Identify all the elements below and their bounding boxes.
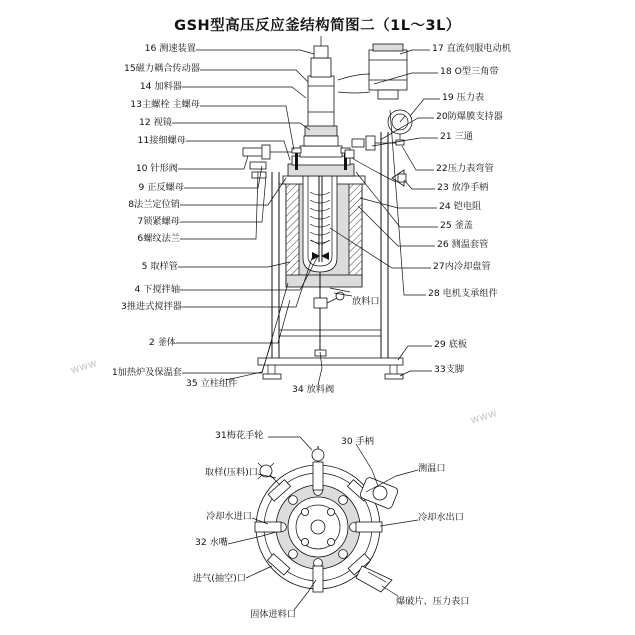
label-21: 21 三通 [440,131,473,142]
label-22: 22压力表弯管 [436,163,494,174]
label-28: 28 电机支承组件 [428,288,498,299]
label-14: 14 加料器 [139,81,182,92]
label-3: 3推进式搅拌器 [121,301,182,312]
label-24: 24 铠电阻 [439,201,482,212]
label-11: 11接细螺母 [137,135,186,146]
label-18: 18 O型三角带 [440,66,499,77]
label-cooling-water-outlet: 冷却水出口 [418,512,464,523]
label-25: 25 釜盖 [440,220,473,231]
label-27: 27内冷却盘管 [433,261,491,272]
label-31: 31梅花手轮 [215,430,264,441]
label-1: 1加热炉及保温套 [111,367,182,378]
cover-top-view [255,446,399,592]
label-burst-disc-port: 爆破片、压力表口 [396,596,470,607]
label-sampling-port: 取样(压料)口 [204,467,258,478]
label-discharge-port: 放料口 [352,296,380,307]
label-23: 23 放净手柄 [437,182,489,193]
label-5: 5 取样管 [141,261,178,272]
label-4: 4 下搅拌轴 [134,284,180,295]
label-26: 26 测温套管 [437,239,489,250]
label-33: 33支脚 [434,364,465,375]
label-17: 17 直流伺服电动机 [432,43,511,54]
label-29: 29 底板 [434,339,467,350]
servo-motor [338,44,407,99]
label-32: 32 水嘴 [195,537,228,548]
label-35: 35 立柱组件 [186,378,238,389]
label-cooling-water-inlet: 冷却水进口 [206,511,252,522]
label-6: 6螺纹法兰 [137,233,180,244]
watermark-1: www [68,356,99,377]
label-8: 8法兰定位销 [128,199,180,210]
label-solid-feed-port: 固体进料口 [250,609,296,620]
vessel-cover-flange [288,146,354,176]
label-15: 15磁力耦合传动器 [123,63,200,74]
left-fittings [243,145,292,178]
watermark-2: www [468,406,499,427]
page-title: GSH型高压反应釜结构简图二（1L～3L） [174,18,461,34]
label-16: 16 测速装置 [144,43,196,54]
label-30: 30 手柄 [341,436,374,447]
label-13: 13主螺栓 主螺母 [130,99,200,110]
label-gas-inlet: 进气(抽空)口 [192,573,246,584]
label-temperature-port: 测温口 [418,463,446,474]
label-12: 12 视镜 [139,117,172,128]
label-7: 7锁紧螺母 [137,216,180,227]
label-34: 34 放料阀 [292,384,335,395]
label-2: 2 釜体 [148,337,176,348]
cover-bracket [356,566,392,592]
label-9: 9 正反螺母 [138,182,184,193]
label-20: 20防爆膜支持器 [436,111,503,122]
label-19: 19 压力表 [442,92,485,103]
label-10: 10 针形阀 [135,163,178,174]
